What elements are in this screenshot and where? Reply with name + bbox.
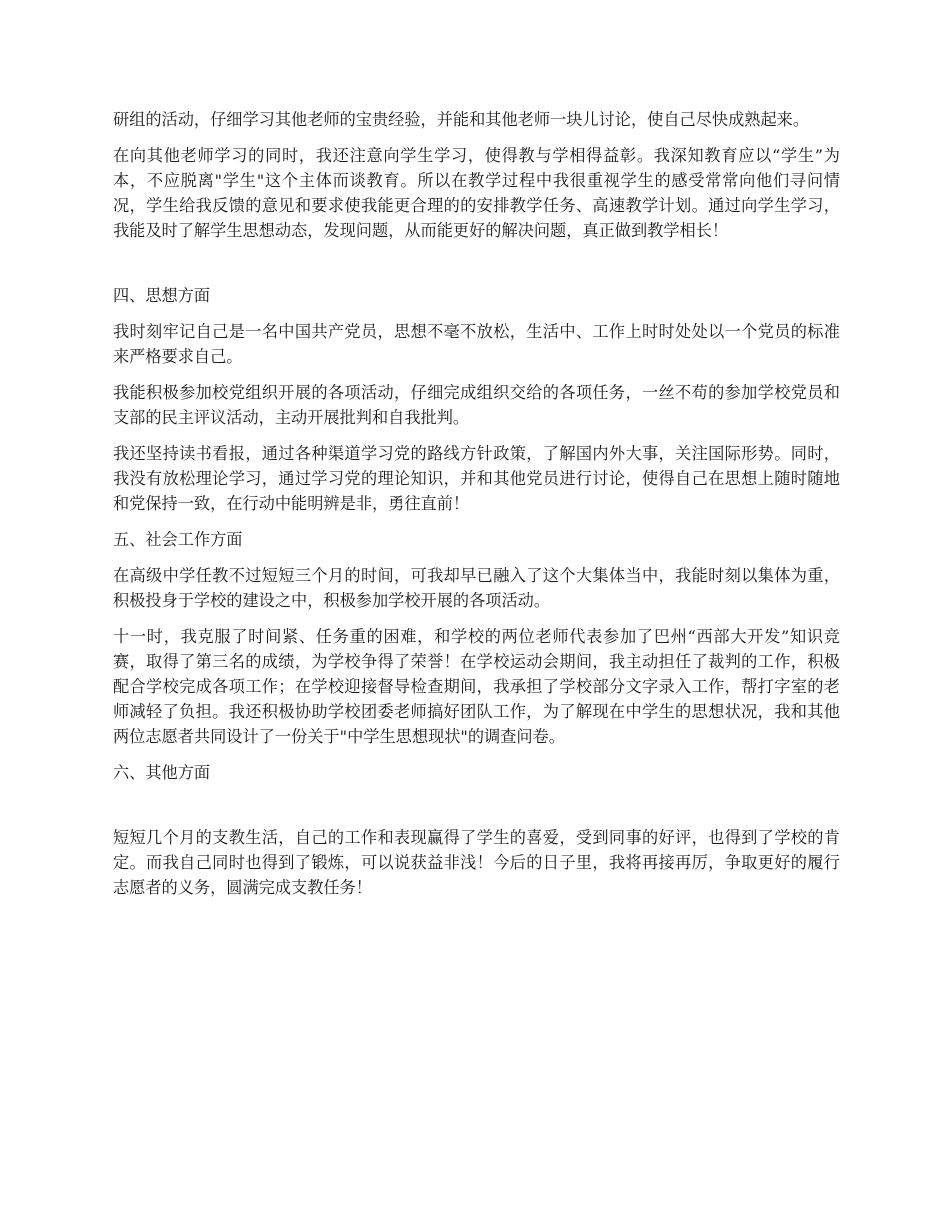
paragraph-reading-study: 我还坚持读书看报，通过各种渠道学习党的路线方针政策，了解国内外大事，关注国际形势。同时，我没有放松理论学习，通过学习党的理论知识，并和其他党员进行讨论，使得自己在思想上随时随地和党保持一致，在行动中能明辨是非，勇往直前！ bbox=[113, 444, 840, 513]
blank-space bbox=[113, 796, 840, 825]
document-body bbox=[113, 107, 840, 911]
paragraph-party-activities: 我能积极参加校党组织开展的各项活动，仔细完成组织交给的各项任务，一丝不苟的参加学校党员和支部的民主评议活动，主动开展批判和自我批判。 bbox=[113, 383, 840, 427]
section-heading-social-work: 五、社会工作方面 bbox=[113, 530, 243, 549]
paragraph-learning-from-students: 在向其他老师学习的同时，我还注意向学生学习，使得教与学相得益彰。我深知教育应以“学生”为本，不应脱离"学生"这个主体而谈教育。所以在教学过程中我很重视学生的感受常常向他们寻问情况，学生给我反馈的意见和要求使我能更合理的的安排教学任务、高速教学计划。通过向学生学习，我能及时了解学生思想动态，发现问题，从而能更好的解决问题，真正做到教学相长！ bbox=[113, 146, 840, 240]
section-heading-other: 六、其他方面 bbox=[113, 763, 211, 782]
paragraph-teaching-research: 研组的活动，仔细学习其他老师的宝贵经验，并能和其他老师一块儿讨论，使自己尽快成熟起来。 bbox=[113, 110, 810, 129]
section-heading-ideology: 四、思想方面 bbox=[113, 286, 211, 305]
paragraph-conclusion: 短短几个月的支教生活，自己的工作和表现赢得了学生的喜爱，受到同事的好评，也得到了学校的肯定。而我自己同时也得到了锻炼，可以说获益非浅！今后的日子里，我将再接再厉，争取更好的履行志愿者的义务，圆满完成支教任务！ bbox=[113, 828, 840, 897]
paragraph-competition-and-work: 十一时，我克服了时间紧、任务重的困难，和学校的两位老师代表参加了巴州“西部大开发”知识竞赛，取得了第三名的成绩，为学校争得了荣誉！在学校运动会期间，我主动担任了裁判的工作，积极配合学校完成各项工作；在学校迎接督导检查期间，我承担了学校部分文字录入工作，帮打字室的老师减轻了负担。我还积极协助学校团委老师搞好团队工作，为了解现在中学生的思想状况，我和其他两位志愿者共同设计了一份关于"中学生思想现状"的调查问卷。 bbox=[113, 627, 840, 746]
paragraph-school-integration: 在高级中学任教不过短短三个月的时间，可我却早已融入了这个大集体当中，我能时刻以集体为重，积极投身于学校的建设之中，积极参加学校开展的各项活动。 bbox=[113, 566, 840, 610]
paragraph-party-member: 我时刻牢记自己是一名中国共产党员，思想不毫不放松，生活中、工作上时时处处以一个党员的标准来严格要求自己。 bbox=[113, 322, 840, 366]
blank-space bbox=[113, 254, 840, 283]
